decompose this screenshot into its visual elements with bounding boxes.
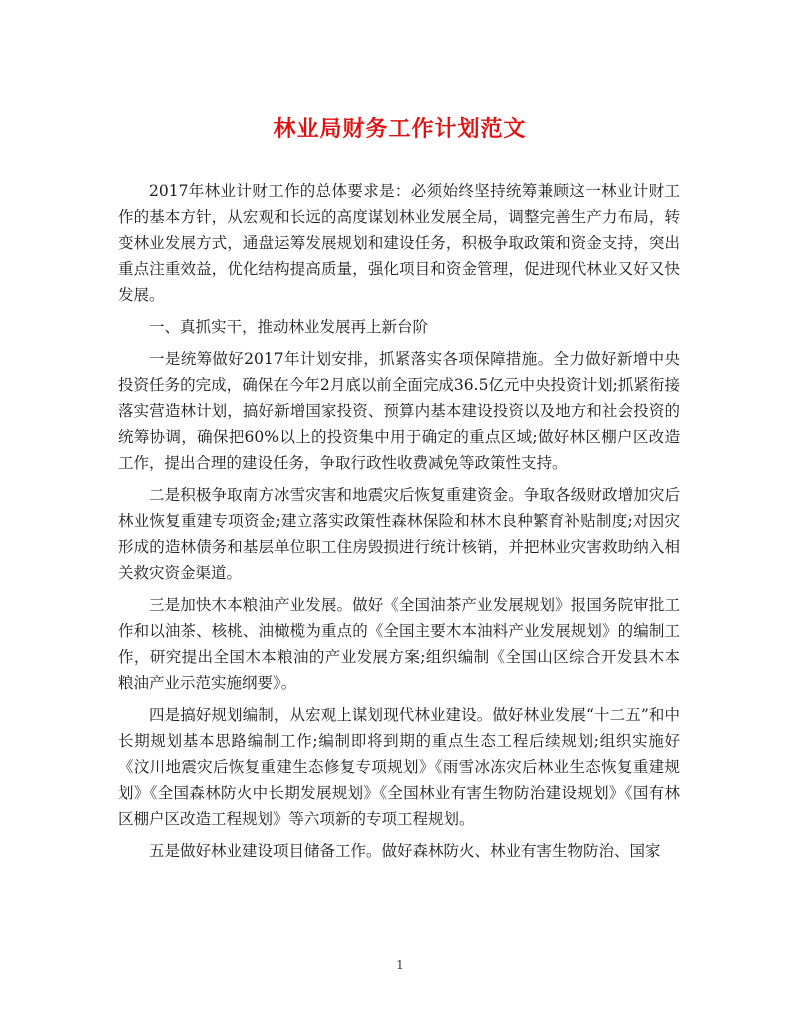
paragraph-intro: 2017年林业计财工作的总体要求是：必须始终坚持统筹兼顾这一林业计财工作的基本方针，从宏观和长远的高度谋划林业发展全局，调整完善生产力布局，转变林业发展方式，通盘运筹发展规划和建设任务，积极争取政策和资金支持，突出重点注重效益，优化结构提高质量，强化项目和资金管理，促进现代林业又好又快发展。 bbox=[118, 182, 680, 304]
paragraph-item-1: 一是统筹做好2017年计划安排，抓紧落实各项保障措施。全力做好新增中央投资任务的完成，确保在今年2月底以前全面完成36.5亿元中央投资计划;抓紧衔接落实营造林计划，搞好新增国家投资、预算内基本建设投资以及地方和社会投资的统筹协调，确保把60%以上的投资集中用于确定的重点区域;做好林区棚户区改造工作，提出合理的建设任务，争取行政性收费减免等政策性支持。 bbox=[118, 350, 680, 472]
page-number: 1 bbox=[396, 958, 404, 972]
paragraph-item-2: 二是积极争取南方冰雪灾害和地震灾后恢复重建资金。争取各级财政增加灾后林业恢复重建专项资金;建立落实政策性森林保险和林木良种繁育补贴制度;对因灾形成的造林债务和基层单位职工住房毁损进行统计核销，并把林业灾害救助纳入相关救灾资金渠道。 bbox=[118, 486, 680, 582]
section-heading-1: 一、真抓实干，推动林业发展再上新台阶 bbox=[149, 318, 429, 336]
document-body bbox=[118, 178, 680, 864]
paragraph-item-5: 五是做好林业建设项目储备工作。做好森林防火、林业有害生物防治、国家 bbox=[149, 842, 661, 860]
paragraph-item-4: 四是搞好规划编制，从宏观上谋划现代林业建设。做好林业发展“十二五”和中长期规划基本思路编制工作;编制即将到期的重点生态工程后续规划;组织实施好《汶川地震灾后恢复重建生态修复专项规划》《雨雪冰冻灾后林业生态恢复重建规划》《全国森林防火中长期发展规划》《全国林业有害生物防治建设规划》《国有林区棚户区改造工程规划》等六项新的专项工程规划。 bbox=[118, 706, 680, 828]
document-title: 林业局财务工作计划范文 bbox=[273, 117, 527, 142]
paragraph-item-3: 三是加快木本粮油产业发展。做好《全国油茶产业发展规划》报国务院审批工作和以油茶、核桃、油橄榄为重点的《全国主要木本油料产业发展规划》的编制工作，研究提出全国木本粮油的产业发展方案;组织编制《全国山区综合开发县木本粮油产业示范实施纲要》。 bbox=[118, 596, 680, 692]
